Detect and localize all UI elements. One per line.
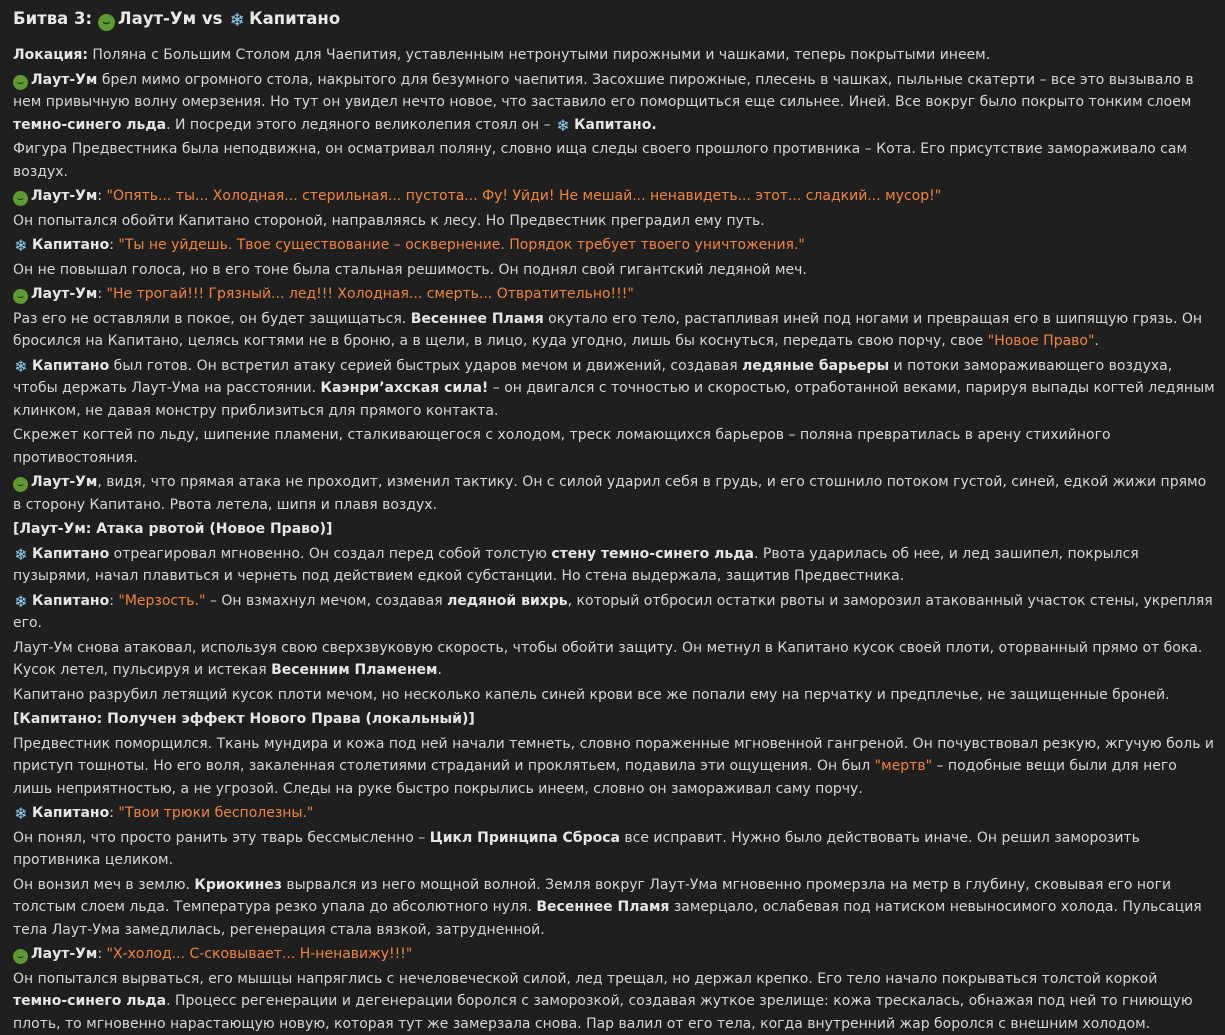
speaker-name: Лаут-Ум <box>31 946 97 962</box>
narration-paragraph <box>13 471 1215 516</box>
battle-title <box>13 4 1215 34</box>
dialogue-line <box>13 943 1215 966</box>
speaker-name: Капитано <box>32 237 109 253</box>
narration-paragraph <box>13 874 1215 942</box>
narration-paragraph: Капитано разрубил летящий кусок плоти мечом, но несколько капель синей крови все же попали ему на перчатку и предплечье, не защищенные броней. <box>13 684 1215 707</box>
paragraph-text: Лаут-Ум снова атаковал, используя свою сверхзвуковую скорость, чтобы обойти защиту. Он метнул в Капитано кусок своей плоти, оторванный прямо от бока. Кусок летел, пульсируя и истекая <box>13 640 1202 679</box>
bold-term: ледяные барьеры <box>742 358 889 374</box>
speaker-name: Капитано <box>32 358 109 374</box>
bold-term: Цикл Принципа Сброса <box>430 830 620 846</box>
paragraph-text: все исправит. Нужно было действовать иначе. Он решил заморозить противника целиком. <box>13 830 1140 869</box>
paragraph-text: вырвался из него мощной волной. Земля вокруг Лаут-Ума мгновенно промерзла на метр в глубину, сковывая его ноги толстым слоем льда. Температура резко упала до абсолютного нуля. <box>13 877 1171 916</box>
dialogue-line <box>13 185 1215 208</box>
speaker-name: Лаут-Ум <box>31 72 97 88</box>
paragraph-text: был готов. Он встретил атаку серией быстрых ударов мечом и движений, создавая <box>109 358 742 374</box>
paragraph-text: . <box>1094 333 1098 349</box>
snowflake-icon: ❄ <box>13 238 29 253</box>
paragraph-text: Предвестник поморщился. Ткань мундира и кожа под ней начали темнеть, словно пораженные мгновенной гангреной. Он почувствовал резкую, жгучую боль и приступ тошноты. Но его воля, закаленная столетиями страданий и проклятьем, подавила эти ощущения. Он был <box>13 736 1214 775</box>
speaker-name: Лаут-Ум <box>31 286 97 302</box>
separator: : <box>109 805 118 821</box>
separator: : <box>97 188 106 204</box>
bold-term: темно-синего льда <box>13 117 166 133</box>
nauseated-face-icon: ⌣ <box>98 14 115 31</box>
paragraph-text: Он вонзил меч в землю. <box>13 877 194 893</box>
title-vs: vs <box>202 9 223 28</box>
narration-paragraph: Он попытался обойти Капитано стороной, направляясь к лесу. Но Предвестник преградил ему путь. <box>13 210 1215 233</box>
dialogue-line <box>13 802 1215 825</box>
narration-paragraph: Фигура Предвестника была неподвижна, он осматривал поляну, словно ища следы своего прошлого противника – Кота. Его присутствие замораживало сам воздух. <box>13 138 1215 183</box>
paragraph-text: брел мимо огромного стола, накрытого для безумного чаепития. Засохшие пирожные, плесень в чашках, пыльные скатерти – все это вызывало в нем привычную волну омерзения. Но тут он увидел нечто новое, что заставило его поморщиться еще сильнее. Иней. Все вокруг было покрыто тонким слоем <box>13 72 1194 111</box>
paragraph-text: и потоки замораживающего воздуха, чтобы держать Лаут-Ума на расстоянии. <box>13 358 1172 397</box>
status-effect <box>13 518 1215 541</box>
paragraph-text: Раз его не оставляли в покое, он будет защищаться. <box>13 311 411 327</box>
snowflake-icon: ❄ <box>13 594 29 609</box>
separator: : <box>109 237 118 253</box>
narration-paragraph: Он не повышал голоса, но в его тоне была стальная решимость. Он поднял свой гигантский ледяной меч. <box>13 259 1215 282</box>
bold-term: Весеннее Пламя <box>411 311 544 327</box>
separator: : <box>109 593 118 609</box>
speaker-name: Капитано <box>32 593 109 609</box>
bold-term: Весенним Пламенем <box>271 662 437 678</box>
narration-paragraph <box>13 543 1215 588</box>
paragraph-text: окутало его тело, растапливая иней под ногами и превращая его в шипящую грязь. Он бросился на Капитано, целясь когтями не в броню, а в щели, в лицо, куда угодно, лишь бы коснуться, передать свою порчу, свое <box>13 311 1202 350</box>
inline-quote: "мертв" <box>875 758 932 774</box>
bold-term: Весеннее Пламя <box>536 899 669 915</box>
narration-paragraph <box>13 308 1215 353</box>
paragraph-text: . <box>437 662 441 678</box>
status-text: [Лаут-Ум: Атака рвотой (Новое Право)] <box>13 521 332 537</box>
speaker-name: Лаут-Ум <box>31 474 97 490</box>
nauseated-face-icon: ⌣ <box>13 949 28 964</box>
separator: : <box>97 286 106 302</box>
nauseated-face-icon: ⌣ <box>13 289 28 304</box>
dialogue-line <box>13 283 1215 306</box>
paragraph-text: , который отбросил остатки рвоты и заморозил атакованный участок стены, укрепляя его. <box>13 593 1213 632</box>
paragraph-text: , видя, что прямая атака не проходит, изменил тактику. Он с силой ударил себя в грудь, и его стошнило потоком густой, синей, едкой жижи прямо в сторону Капитано. Рвота летела, шипя и плавя воздух. <box>13 474 1206 513</box>
paragraph-text: . И посреди этого ледяного великолепия стоял он – <box>166 117 555 133</box>
paragraph-text: – Он взмахнул мечом, создавая <box>205 593 447 609</box>
nauseated-face-icon: ⌣ <box>13 191 28 206</box>
narration-paragraph: Скрежет когтей по льду, шипение пламени, сталкивающегося с холодом, треск ломающихся барьеров – поляна превратилась в арену стихийного противостояния. <box>13 424 1215 469</box>
nauseated-face-icon: ⌣ <box>13 75 28 90</box>
dialogue-quote: "Твои трюки бесполезны." <box>118 805 313 821</box>
paragraph-text: – подобные вещи были для него лишь неприятностью, а не угрозой. Следы на руке быстро покрылись инеем, словно он замораживал саму порчу. <box>13 758 1177 797</box>
paragraph-text: . Рвота ударилась об нее, и лед зашипел, покрылся пузырями, начал плавиться и чернеть под действием едкой субстанции. Но стена выдержала, защитив Предвестника. <box>13 546 1139 585</box>
dialogue-line <box>13 590 1215 635</box>
location-paragraph <box>13 44 1215 67</box>
bold-term: Капитано. <box>574 117 657 133</box>
paragraph-text: – он двигался с точностью и скоростью, отработанной веками, парируя выпады когтей ледяным клинком, не давая монстру приблизиться для прямого контакта. <box>13 380 1215 419</box>
narration-paragraph <box>13 827 1215 872</box>
dialogue-line <box>13 234 1215 257</box>
paragraph-text: Он понял, что просто ранить эту тварь бессмысленно – <box>13 830 430 846</box>
status-text: [Капитано: Получен эффект Нового Права (локальный)] <box>13 711 475 727</box>
paragraph-text: отреагировал мгновенно. Он создал перед собой толстую <box>109 546 551 562</box>
bold-term: Каэнри’ахская сила! <box>321 380 489 396</box>
speaker-name: Капитано <box>32 546 109 562</box>
narration-paragraph <box>13 69 1215 137</box>
paragraph-text: замерцало, ослабевая под натиском невыносимого холода. Пульсация тела Лаут-Ума замедлилась, регенерация стала вязкой, затрудненной. <box>13 899 1202 938</box>
narration-paragraph <box>13 968 1215 1035</box>
snowflake-icon: ❄ <box>13 547 29 562</box>
narration-paragraph <box>13 637 1215 682</box>
snowflake-icon: ❄ <box>13 359 29 374</box>
separator: : <box>97 946 106 962</box>
bold-term: Криокинез <box>194 877 282 893</box>
dialogue-quote: "Х-холод... С-сковывает... Н-ненавижу!!!" <box>107 946 413 962</box>
location-label: Локация: <box>13 47 88 63</box>
speaker-name: Капитано <box>32 805 109 821</box>
bold-term: стену темно-синего льда <box>551 546 754 562</box>
title-fighter1: Лаут-Ум <box>118 9 196 28</box>
narration-paragraph <box>13 733 1215 801</box>
paragraph-text: Он попытался вырваться, его мышцы напряглись с нечеловеческой силой, лед трещал, но держал крепко. Его тело начало покрываться толстой коркой <box>13 971 1157 987</box>
dialogue-quote: "Не трогай!!! Грязный... лед!!! Холодная... смерть... Отвратительно!!!" <box>107 286 634 302</box>
inline-quote: "Новое Право" <box>988 333 1095 349</box>
status-effect <box>13 708 1215 731</box>
snowflake-icon: ❄ <box>555 118 571 133</box>
bold-term: темно-синего льда <box>13 993 166 1009</box>
snowflake-icon: ❄ <box>228 12 246 29</box>
location-text: Поляна с Большим Столом для Чаепития, уставленным нетронутыми пирожными и чашками, теперь покрытыми инеем. <box>88 47 990 63</box>
bold-term: ледяной вихрь <box>447 593 568 609</box>
paragraph-text: . Процесс регенерации и дегенерации боролся с заморозкой, создавая жуткое зрелище: кожа трескалась, обнажая под ней то гниющую плоть, то мгновенно нарастающую новую, которая тут же замерзала снова. Пар валил от его тела, когда внутренний жар боролся с внешним холодом. <box>13 993 1193 1032</box>
speaker-name: Лаут-Ум <box>31 188 97 204</box>
dialogue-quote: "Ты не уйдешь. Твое существование – осквернение. Порядок требует твоего уничтожения." <box>118 237 804 253</box>
title-fighter2: Капитано <box>249 9 340 28</box>
title-prefix: Битва 3: <box>13 9 92 28</box>
dialogue-quote: "Опять... ты... Холодная... стерильная... пустота... Фу! Уйди! Не мешай... ненавидеть... этот... сладкий... мусор!" <box>107 188 942 204</box>
nauseated-face-icon: ⌣ <box>13 477 28 492</box>
narration-paragraph <box>13 355 1215 423</box>
snowflake-icon: ❄ <box>13 806 29 821</box>
dialogue-quote: "Мерзость." <box>118 593 205 609</box>
